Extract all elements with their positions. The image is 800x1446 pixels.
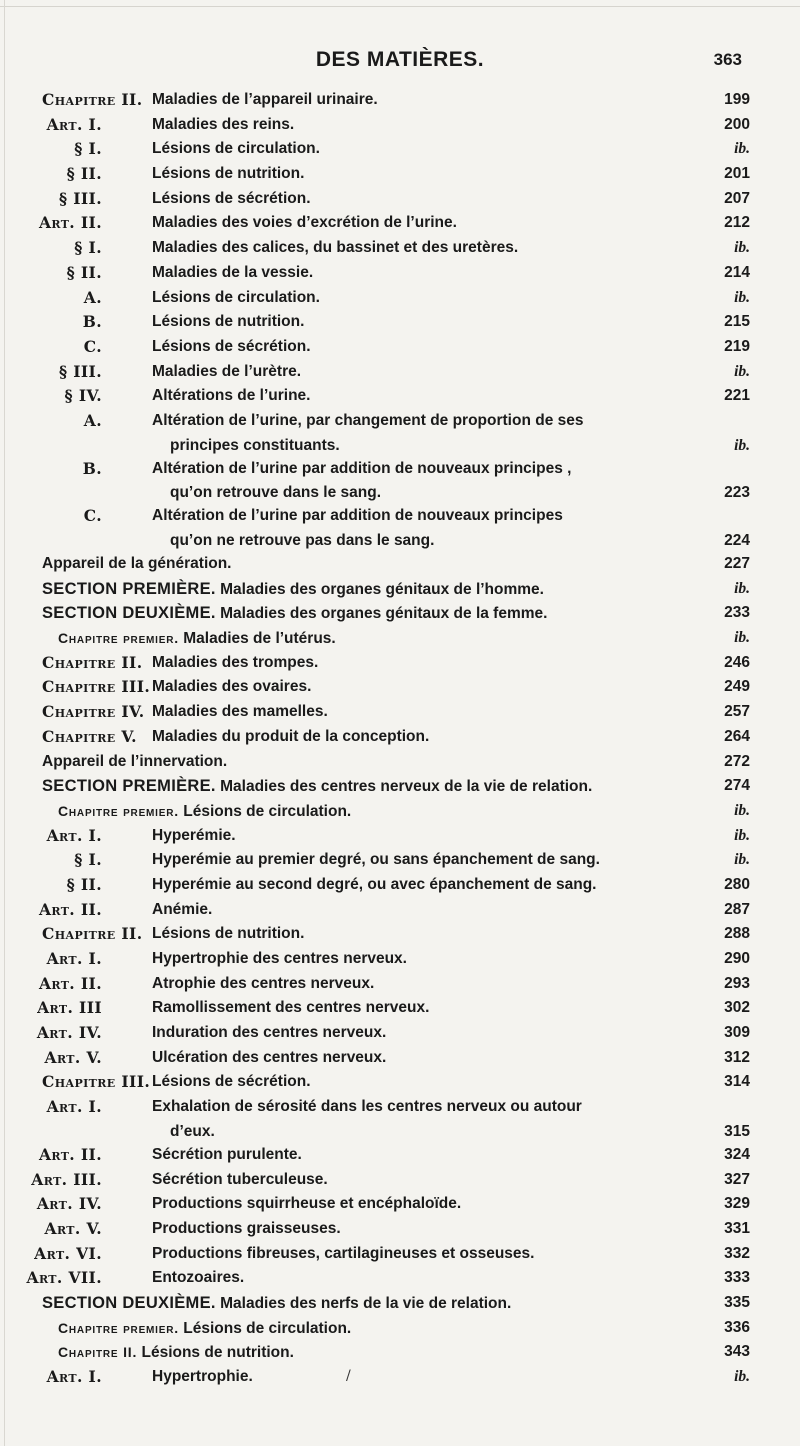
- entry-label: Art. IV.: [36, 1194, 102, 1214]
- section-label: SECTION PREMIÈRE.: [42, 579, 216, 598]
- page-number: 363: [713, 50, 742, 69]
- entry-title: Hyperémie.: [152, 826, 236, 844]
- entry-title: Hypertrophie des centres nerveux.: [152, 950, 407, 967]
- entry-page: 280: [724, 875, 750, 893]
- section-heading: [42, 774, 592, 800]
- toc-entry: [0, 1266, 800, 1291]
- toc-entry: [0, 725, 800, 750]
- section-title: Maladies des centres nerveux de la vie de relation.: [220, 778, 593, 796]
- entry-label: § IV.: [64, 386, 102, 406]
- toc-entry: [0, 162, 800, 187]
- entry-page: 343: [724, 1343, 750, 1361]
- section-heading: [42, 577, 544, 603]
- entry-page: 249: [724, 678, 750, 696]
- toc-entry: [0, 261, 800, 286]
- toc-entry: [0, 799, 800, 824]
- entry-title: Maladies des reins.: [152, 115, 295, 133]
- entry-label: C.: [83, 506, 102, 526]
- toc-entry: [0, 113, 800, 138]
- entry-page: 288: [724, 925, 750, 943]
- toc-entry: [0, 310, 800, 335]
- entry-page: ib.: [734, 239, 750, 257]
- entry-page: 333: [724, 1269, 750, 1287]
- section-label: SECTION DEUXIÈME.: [42, 604, 216, 623]
- toc-entry: [0, 848, 800, 873]
- entry-title: Lésions de sécrétion.: [152, 189, 311, 207]
- entry-page: 335: [724, 1293, 750, 1311]
- toc-entry: [0, 996, 800, 1021]
- toc-entry: [0, 1046, 800, 1071]
- entry-label: § III.: [58, 188, 102, 208]
- entry-page: 274: [724, 777, 750, 795]
- toc-entry: [0, 1143, 800, 1168]
- entry-page: ib.: [734, 362, 750, 380]
- entry-page: ib.: [734, 826, 750, 844]
- entry-page: 329: [724, 1195, 750, 1213]
- entry-page: 221: [724, 387, 750, 405]
- chapter-title: Lésions de nutrition.: [141, 1344, 294, 1362]
- entry-page: 312: [724, 1048, 750, 1066]
- section-title: Maladies des organes génitaux de la femme.: [220, 605, 548, 623]
- entry-title: Productions fibreuses, cartilagineuses et osseuses.: [152, 1244, 535, 1262]
- entry-page: 227: [724, 555, 750, 572]
- entry-label: Art. II.: [38, 1144, 102, 1164]
- entry-title-continuation: qu’on ne retrouve pas dans le sang.: [170, 532, 435, 549]
- entry-page: 233: [724, 604, 750, 622]
- entry-title: Lésions de nutrition.: [152, 165, 305, 183]
- toc-entry: [0, 1242, 800, 1267]
- chapter-label: Chapitre premier.: [58, 802, 179, 819]
- chapter-heading: [58, 1340, 294, 1366]
- chapter-label: Chapitre premier.: [58, 630, 179, 647]
- section-title: Maladies des nerfs de la vie de relation.: [220, 1294, 512, 1312]
- toc-entry: [0, 1291, 800, 1316]
- entry-title: Maladies de la vessie.: [152, 263, 314, 281]
- entry-page: 246: [724, 653, 750, 671]
- entry-title: Appareil de l’innervation.: [42, 752, 228, 770]
- entry-label: § I.: [74, 238, 102, 258]
- entry-label: § I.: [74, 850, 102, 870]
- entry-title: Anémie.: [152, 900, 213, 918]
- entry-label: Chapitre II.: [42, 90, 143, 109]
- entry-label: Art. IV.: [36, 1023, 102, 1043]
- entry-page: ib.: [734, 851, 750, 869]
- entry-title: Lésions de nutrition.: [152, 313, 305, 331]
- entry-label: Art. III.: [31, 1169, 102, 1189]
- entry-title: Hyperémie au second degré, ou avec épanchement de sang.: [152, 875, 597, 893]
- entry-title: Altération de l’urine par addition de nouveaux principes ,: [152, 459, 572, 477]
- entry-page: ib.: [734, 436, 750, 454]
- entry-label: § I.: [74, 139, 102, 159]
- entry-title-continuation: principes constituants.: [170, 436, 340, 454]
- entry-title: Maladies des voies d’excrétion de l’urine.: [152, 214, 457, 232]
- toc-entry: [0, 1316, 800, 1341]
- toc-entry: [0, 457, 800, 482]
- entry-title: Ulcération des centres nerveux.: [152, 1048, 387, 1066]
- entry-label: Art. VI.: [34, 1243, 102, 1263]
- toc-entry: [0, 1168, 800, 1193]
- entry-label: Art. I.: [46, 949, 102, 968]
- toc-entry: [0, 972, 800, 997]
- entry-page: 336: [724, 1318, 750, 1336]
- entry-label: C.: [83, 336, 102, 356]
- toc-entry: [0, 1095, 800, 1120]
- entry-label: Art. I.: [46, 1097, 102, 1117]
- entry-page: 214: [724, 263, 750, 281]
- chapter-label: Chapitre II.: [58, 1344, 138, 1361]
- entry-label: Chapitre II.: [42, 652, 143, 672]
- entry-page: 257: [724, 703, 750, 721]
- entry-title: Sécrétion purulente.: [152, 1145, 302, 1163]
- entry-title-continuation: qu’on retrouve dans le sang.: [170, 484, 382, 502]
- toc-entry: [0, 434, 800, 457]
- entry-title: Maladies du produit de la conception.: [152, 727, 430, 745]
- entry-title: Exhalation de sérosité dans les centres nerveux ou autour: [152, 1098, 582, 1116]
- entry-title: Altération de l’urine par addition de nouveaux principes: [152, 507, 563, 525]
- chapter-heading: [58, 1316, 351, 1342]
- entry-title: Maladies de l’appareil urinaire.: [152, 91, 378, 108]
- toc-entry: [0, 504, 800, 529]
- entry-page: 287: [724, 900, 750, 918]
- entry-title: Altération de l’urine, par changement de proportion de ses: [152, 411, 584, 429]
- chapter-heading: [58, 799, 351, 825]
- entry-page: 331: [724, 1219, 750, 1237]
- entry-title: Maladies des ovaires.: [152, 678, 312, 696]
- page-title: DES MATIÈRES.: [315, 48, 485, 71]
- entry-title: Sécrétion tuberculeuse.: [152, 1170, 328, 1188]
- table-of-contents: [0, 88, 800, 1390]
- toc-entry: [0, 1217, 800, 1242]
- chapter-label: Chapitre premier.: [58, 1319, 179, 1336]
- toc-entry: [0, 187, 800, 212]
- entry-label: § II.: [66, 262, 102, 282]
- toc-entry: [0, 137, 800, 162]
- entry-label: Art. I.: [46, 825, 102, 845]
- entry-page: 207: [724, 189, 750, 207]
- chapter-title: Lésions de circulation.: [183, 802, 352, 820]
- entry-title: Appareil de la génération.: [42, 555, 232, 572]
- entry-page: ib.: [734, 140, 750, 158]
- entry-title: Lésions de nutrition.: [152, 925, 305, 943]
- chapter-title: Maladies de l’utérus.: [183, 630, 336, 648]
- toc-entry: [0, 409, 800, 434]
- toc-entry: [0, 947, 800, 972]
- toc-entry: [0, 577, 800, 602]
- toc-entry: [0, 552, 800, 577]
- entry-page: 315: [724, 1122, 750, 1140]
- entry-page: 314: [724, 1073, 750, 1091]
- entry-page: ib.: [734, 579, 750, 597]
- toc-entry: [0, 529, 800, 552]
- entry-label: § II.: [66, 874, 102, 894]
- entry-page: 324: [724, 1145, 750, 1163]
- toc-entry: [0, 922, 800, 947]
- entry-page: 224: [724, 532, 750, 549]
- entry-title: Atrophie des centres nerveux.: [152, 974, 375, 992]
- stray-mark: /: [346, 1368, 351, 1384]
- toc-entry: [0, 360, 800, 385]
- toc-entry: [0, 824, 800, 849]
- entry-page: 215: [724, 313, 750, 331]
- entry-page: 201: [724, 165, 750, 183]
- entry-page: 219: [724, 337, 750, 355]
- entry-label: Art. II.: [38, 973, 102, 993]
- entry-title-continuation: d’eux.: [170, 1122, 215, 1140]
- entry-page: ib.: [734, 1368, 750, 1385]
- toc-entry: [0, 88, 800, 113]
- entry-label: Chapitre III.: [42, 1072, 151, 1092]
- entry-title: Entozoaires.: [152, 1269, 245, 1287]
- entry-label: Art. V.: [44, 1047, 102, 1067]
- entry-page: ib.: [734, 288, 750, 306]
- entry-title: Lésions de sécrétion.: [152, 1073, 311, 1091]
- toc-entry: [0, 335, 800, 360]
- entry-title: Maladies des trompes.: [152, 653, 319, 671]
- entry-label: Chapitre II.: [42, 924, 143, 944]
- entry-label: A.: [83, 287, 102, 307]
- entry-label: Chapitre III.: [42, 677, 151, 697]
- entry-page: 199: [724, 91, 750, 108]
- entry-page: 272: [724, 752, 750, 770]
- chapter-title: Lésions de circulation.: [183, 1319, 352, 1337]
- toc-entry: [0, 286, 800, 311]
- page-top-edge: [0, 0, 800, 7]
- entry-title: Productions graisseuses.: [152, 1219, 341, 1237]
- toc-entry: [0, 700, 800, 725]
- entry-title: Lésions de circulation.: [152, 288, 320, 306]
- toc-entry: [0, 481, 800, 504]
- entry-title: Maladies des calices, du bassinet et des uretères.: [152, 239, 519, 257]
- toc-entry: [0, 1340, 800, 1365]
- entry-label: Chapitre IV.: [42, 702, 145, 722]
- entry-page: 327: [724, 1170, 750, 1188]
- toc-entry: [0, 1070, 800, 1095]
- section-title: Maladies des organes génitaux de l’homme.: [220, 580, 544, 598]
- entry-page: 293: [724, 974, 750, 992]
- toc-entry: [0, 651, 800, 676]
- entry-page: 290: [724, 950, 750, 967]
- section-label: SECTION PREMIÈRE.: [42, 777, 216, 796]
- toc-entry: [0, 1365, 800, 1390]
- entry-title: Maladies de l’urètre.: [152, 362, 302, 380]
- entry-label: B.: [82, 458, 102, 478]
- entry-title: Lésions de sécrétion.: [152, 337, 311, 355]
- entry-page: 302: [724, 999, 750, 1017]
- entry-page: 223: [724, 484, 750, 502]
- toc-entry: [0, 1192, 800, 1217]
- entry-title: Ramollissement des centres nerveux.: [152, 999, 430, 1017]
- section-heading: [42, 601, 547, 627]
- entry-title: Lésions de circulation.: [152, 140, 320, 158]
- section-label: SECTION DEUXIÈME.: [42, 1293, 216, 1312]
- entry-page: 264: [724, 727, 750, 745]
- toc-entry: [0, 626, 800, 651]
- entry-label: § III.: [58, 361, 102, 381]
- entry-page: 332: [724, 1244, 750, 1262]
- entry-label: Art. I.: [46, 1367, 102, 1386]
- section-heading: [42, 1291, 511, 1317]
- entry-label: Art. II.: [38, 213, 102, 233]
- entry-page: 212: [724, 214, 750, 232]
- entry-label: A.: [83, 410, 102, 430]
- entry-label: Art. II.: [38, 899, 102, 919]
- toc-entry: [0, 211, 800, 236]
- toc-entry: [0, 384, 800, 409]
- entry-title: Productions squirrheuse et encéphaloïde.: [152, 1195, 462, 1213]
- entry-title: Maladies des mamelles.: [152, 703, 328, 721]
- entry-title: Hypertrophie.: [152, 1368, 253, 1385]
- toc-entry: [0, 601, 800, 626]
- entry-label: Art. VII.: [26, 1268, 102, 1288]
- entry-label: Art. III: [37, 998, 102, 1018]
- entry-label: Chapitre V.: [42, 726, 137, 746]
- entry-page: ib.: [734, 801, 750, 819]
- entry-title: Altérations de l’urine.: [152, 387, 311, 405]
- toc-entry: [0, 675, 800, 700]
- toc-entry: [0, 1120, 800, 1143]
- entry-page: 200: [724, 115, 750, 133]
- entry-label: § II.: [66, 164, 102, 184]
- toc-entry: [0, 1021, 800, 1046]
- entry-title: Hyperémie au premier degré, ou sans épanchement de sang.: [152, 851, 600, 869]
- toc-entry: [0, 898, 800, 923]
- toc-entry: [0, 774, 800, 799]
- running-header: [0, 48, 800, 80]
- entry-page: 309: [724, 1024, 750, 1042]
- entry-page: ib.: [734, 629, 750, 647]
- toc-entry: [0, 236, 800, 261]
- entry-label: Art. V.: [44, 1218, 102, 1238]
- entry-title: Induration des centres nerveux.: [152, 1024, 387, 1042]
- entry-label: B.: [82, 312, 102, 332]
- toc-entry: [0, 750, 800, 775]
- entry-label: Art. I.: [46, 114, 102, 134]
- chapter-heading: [58, 626, 336, 652]
- toc-entry: [0, 873, 800, 898]
